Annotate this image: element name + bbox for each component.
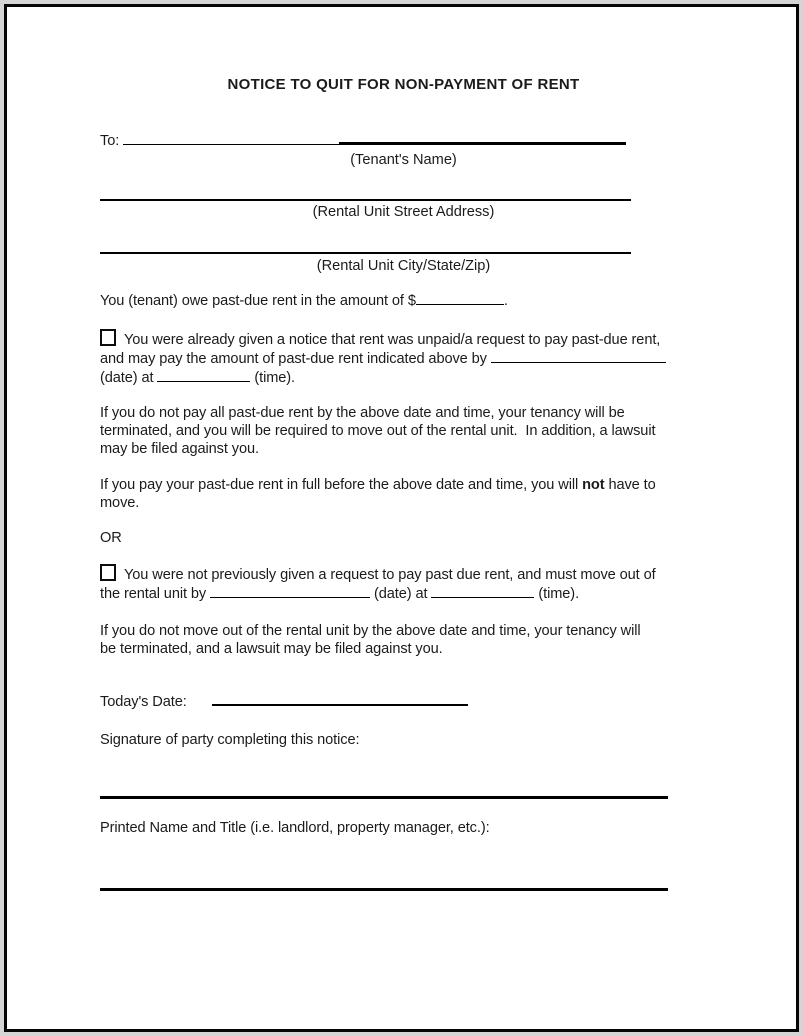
tenant-name-blank-thick-segment xyxy=(339,131,626,145)
tenant-name-caption: (Tenant's Name) xyxy=(350,152,457,168)
printed-name-label: Printed Name and Title (i.e. landlord, property manager, etc.): xyxy=(100,820,490,836)
nonpayment-consequence-line2: terminated, and you will be required to move out of the rental unit. In addition, a lawsuit xyxy=(100,423,656,439)
form-content xyxy=(7,76,796,891)
tenant-name-blank-thin-segment xyxy=(123,131,339,145)
todays-date-label: Today's Date: xyxy=(100,694,191,710)
checkbox-already-notified-line2 xyxy=(100,349,707,368)
pay-by-text: and may pay the amount of past-due rent indicated above by xyxy=(100,351,491,367)
city-state-zip-caption: (Rental Unit City/State/Zip) xyxy=(316,258,491,274)
checkbox-not-previously-notified-line2 xyxy=(100,584,707,603)
amount-sentence-suffix: . xyxy=(503,293,508,309)
to-field-row xyxy=(100,131,707,150)
move-out-time-label: (time). xyxy=(534,586,580,602)
signature-line[interactable] xyxy=(100,796,668,799)
to-label: To: xyxy=(100,133,124,149)
already-notified-text: You were already given a notice that rent was unpaid/a request to pay past-due rent, xyxy=(124,332,661,348)
paragraph-no-move-consequence xyxy=(100,622,707,658)
date-label: (date) at xyxy=(100,370,158,386)
time-label: (time). xyxy=(250,370,296,386)
todays-date-blank[interactable] xyxy=(212,691,468,706)
amount-sentence-prefix: You (tenant) owe past-due rent in the amount of $ xyxy=(100,293,416,309)
or-separator: OR xyxy=(100,530,122,546)
checkbox-not-previously-notified-line1 xyxy=(100,564,707,584)
printed-name-line[interactable] xyxy=(100,888,668,891)
nonpayment-consequence-line1: If you do not pay all past-due rent by the above date and time, your tenancy will be xyxy=(100,405,625,421)
move-out-date-blank[interactable] xyxy=(210,584,370,598)
amount-sentence xyxy=(100,291,707,310)
paragraph-nonpayment-consequence xyxy=(100,404,707,458)
city-state-zip-blank[interactable] xyxy=(100,252,631,254)
no-move-consequence-line1: If you do not move out of the rental unit by the above date and time, your tenancy will xyxy=(100,623,641,639)
amount-blank[interactable] xyxy=(416,291,504,305)
pay-by-date-blank[interactable] xyxy=(491,349,666,363)
pay-by-time-blank[interactable] xyxy=(157,368,250,382)
checkbox-already-notified-paragraph xyxy=(100,329,707,387)
move-out-by-text: the rental unit by xyxy=(100,586,211,602)
not-bold-word: not xyxy=(582,477,605,493)
already-notified-checkbox[interactable] xyxy=(100,329,116,346)
form-title: NOTICE TO QUIT FOR NON-PAYMENT OF RENT xyxy=(227,76,580,93)
tenant-name-blank[interactable] xyxy=(123,131,626,145)
no-move-consequence-line2: be terminated, and a lawsuit may be filed against you. xyxy=(100,641,443,657)
document-page xyxy=(4,4,799,1032)
move-out-date-label: (date) at xyxy=(370,586,432,602)
pay-before-deadline-prefix: If you pay your past-due rent in full before the above date and time, you will xyxy=(100,477,583,493)
signature-label: Signature of party completing this notice: xyxy=(100,732,360,748)
nonpayment-consequence-line3: may be filed against you. xyxy=(100,441,259,457)
pay-before-deadline-line1 xyxy=(100,476,707,494)
street-address-caption: (Rental Unit Street Address) xyxy=(312,204,495,220)
not-previously-notified-text: You were not previously given a request to pay past due rent, and must move out of xyxy=(124,567,656,583)
pay-before-deadline-suffix: have to xyxy=(604,477,656,493)
move-out-time-blank[interactable] xyxy=(431,584,534,598)
checkbox-already-notified-line3 xyxy=(100,368,707,387)
not-previously-notified-checkbox[interactable] xyxy=(100,564,116,581)
pay-before-deadline-line2: move. xyxy=(100,495,140,511)
street-address-blank[interactable] xyxy=(100,199,631,201)
checkbox-already-notified-line1 xyxy=(100,329,707,349)
todays-date-row xyxy=(100,691,707,711)
paragraph-pay-before-deadline xyxy=(100,476,707,512)
checkbox-not-previously-notified-paragraph xyxy=(100,564,707,603)
